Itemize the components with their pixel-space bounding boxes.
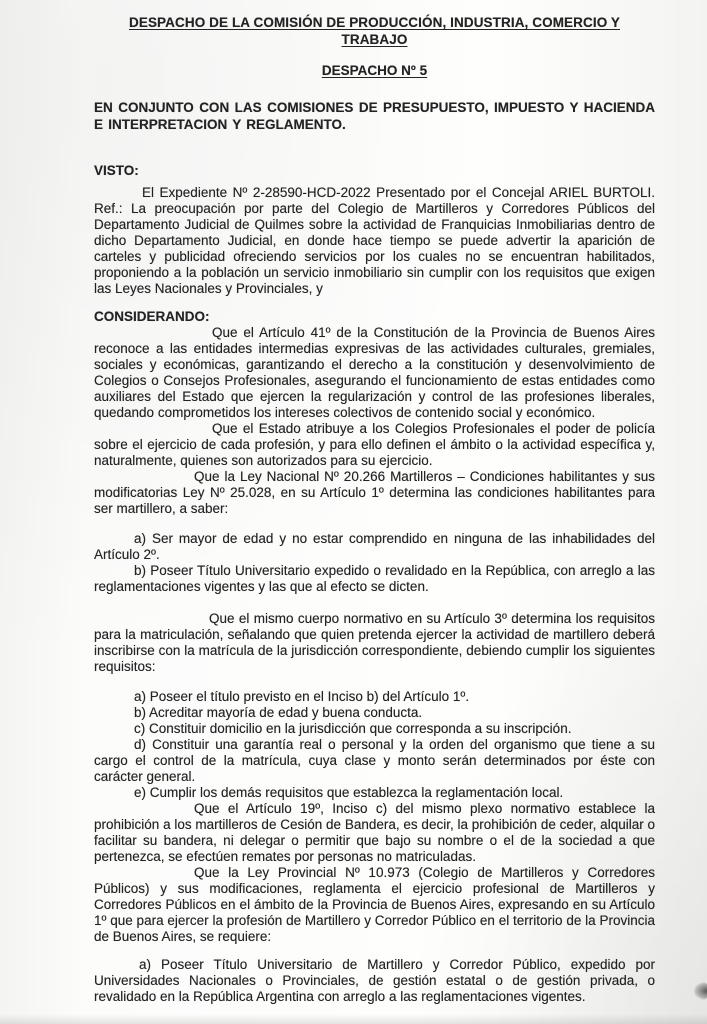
document-title: DESPACHO DE LA COMISIÓN DE PRODUCCIÓN, INDUSTRIA, COMERCIO Y TRABAJO <box>128 15 621 47</box>
considerando-paragraph-constitucion: Que el Artículo 41º de la Constitución de la Provincia de Buenos Aires reconoce a las entidades intermedias expresivas de las actividades culturales, gremiales, sociales y económicas, garantizando el derecho a la constitución y desenvolvimiento de Colegios o Consejos Profesionales, asegurando el funcionamiento de estas entidades como auxiliares del Estado que ejercen la regularización y control de las profesiones liberales, quedando comprometidos los intereses colectivos de contenido social y económico. <box>94 325 655 420</box>
visto-heading: VISTO: <box>94 163 139 178</box>
list-item-matricula-e: e) Cumplir los demás requisitos que establezca la reglamentación local. <box>134 785 564 800</box>
considerando-paragraph-articulo3: Que el mismo cuerpo normativo en su Artículo 3º determina los requisitos para la matriculación, señalando que quien pretenda ejercer la actividad de martillero deberá inscribirse con la matrícula de la jurisdicción correspondiente, debiendo cumplir los siguientes requisitos: <box>94 611 655 674</box>
scan-smudge-artifact <box>694 982 707 1000</box>
considerando-paragraph-articulo19: Que el Artículo 19º, Inciso c) del mismo plexo normativo establece la prohibición a los martilleros de Cesión de Bandera, es decir, la prohibición de ceder, alquilar o facilitar su bandera, ni delegar o permitir que bajo su nombre o el de la sociedad a que pertenezca, se efectúen remates por personas no matriculadas. <box>94 801 655 864</box>
considerando-paragraph-estado: Que el Estado atribuye a los Colegios Profesionales el poder de policía sobre el ejercicio de cada profesión, y para ello definen el ámbito o la actividad específica y, naturalmente, quienes son autorizados para su ejercicio. <box>94 421 655 468</box>
list-item-matricula-b: b) Acreditar mayoría de edad y buena conducta. <box>134 705 423 720</box>
considerando-paragraph-ley-nacional: Que la Ley Nacional Nº 20.266 Martilleros – Condiciones habilitantes y sus modificatorias Ley Nº 25.028, en su Artículo 1º determina las condiciones habilitantes para ser martillero, a saber: <box>94 469 655 516</box>
despacho-number: DESPACHO Nº 5 <box>321 63 428 78</box>
list-item-matricula-a: a) Poseer el título previsto en el Inciso b) del Artículo 1º. <box>134 689 470 704</box>
visto-paragraph: El Expediente Nº 2-28590-HCD-2022 Presentado por el Concejal ARIEL BURTOLI. Ref.: La preocupación por parte del Colegio de Martilleros y Corredores Públicos del Departamento Judicial de Quilmes sobre la actividad de Franquicias Inmobiliarias dentro de dicho Departamento Judicial, en donde hace tiempo se puede advertir la aparición de carteles y publicidad ofreciendo servicios por los cuales no se encuentran habilitados, proponiendo a la población un servicio inmobiliario sin cumplir con los requisitos que exigen las Leyes Nacionales y Provinciales, y <box>94 185 655 296</box>
list-item-matricula-c: c) Constituir domicilio en la jurisdicción que corresponda a su inscripción. <box>134 721 572 736</box>
considerando-paragraph-ley-provincial: Que la Ley Provincial Nº 10.973 (Colegio de Martilleros y Corredores Públicos) y sus modificaciones, reglamenta el ejercicio profesional de Martilleros y Corredores Públicos en el ámbito de la Provincia de Buenos Aires, expresando en su Artículo 1º que para ejercer la profesión de Martillero y Corredor Público en el territorio de la Provincia de Buenos Aires, se requiere: <box>94 865 655 944</box>
scan-edge-shadow <box>0 1014 707 1024</box>
considerando-heading: CONSIDERANDO: <box>94 309 210 324</box>
list-item-matricula-d: d) Constituir una garantía real o personal y la orden del organismo que tiene a su cargo el control de la matrícula, cuya clase y monto serán determinados por éste con carácter general. <box>94 737 655 784</box>
joint-committees-note: EN CONJUNTO CON LAS COMISIONES DE PRESUPUESTO, IMPUESTO Y HACIENDA E INTERPRETACION Y REGLAMENTO. <box>94 100 655 132</box>
list-item-habilitantes-b: b) Poseer Título Universitario expedido o revalidado en la República, con arreglo a las reglamentaciones vigentes y las que al efecto se dicten. <box>94 563 655 594</box>
list-item-habilitantes-a: a) Ser mayor de edad y no estar comprendido en ninguna de las inhabilidades del Artículo 2º. <box>94 531 655 562</box>
list-item-provincial-a: a) Poseer Título Universitario de Martillero y Corredor Público, expedido por Universidades Nacionales o Provinciales, de gestión estatal o de gestión privada, o revalidado en la República Argentina con arreglo a las reglamentaciones vigentes. <box>94 957 655 1004</box>
